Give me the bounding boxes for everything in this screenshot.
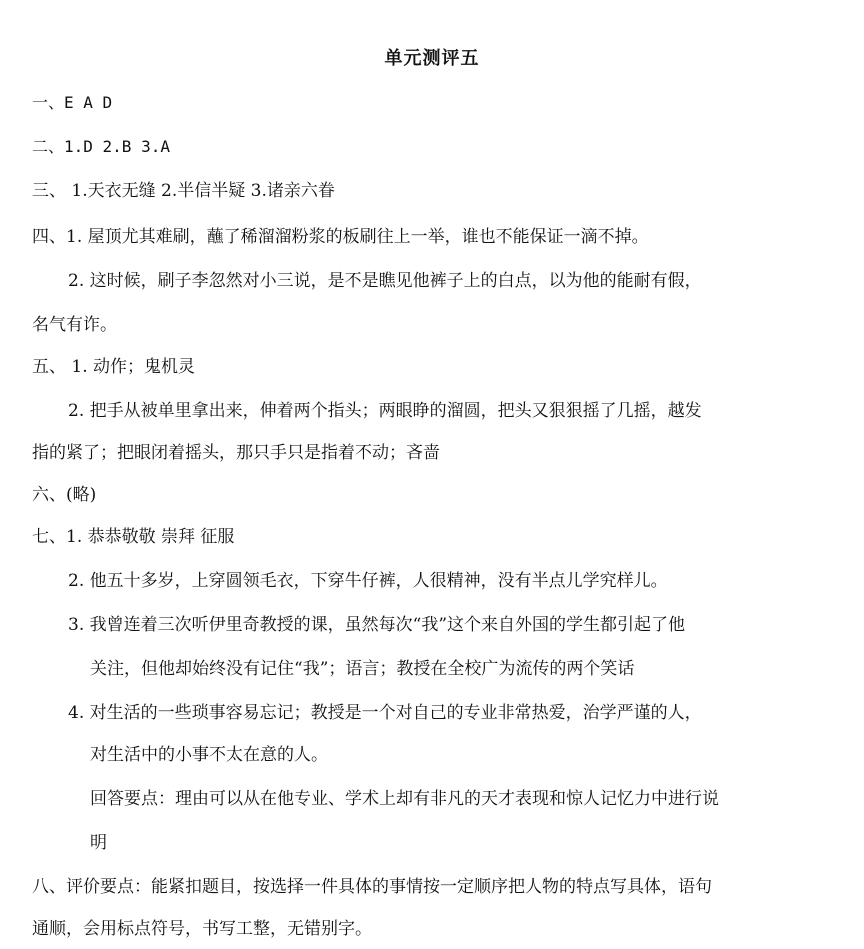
answer-section-2: 二、1.D 2.B 3.A	[32, 137, 170, 156]
answer-section-7-item-3: 3. 我曾连着三次听伊里奇教授的课，虽然每次“我”这个来自外国的学生都引起了他	[68, 615, 686, 635]
answer-section-7-item-4-cont: 对生活中的小事不太在意的人。	[90, 745, 328, 765]
answer-section-4-item-2: 2. 这时候，刷子李忽然对小三说，是不是瞧见他裤子上的白点，以为他的能耐有假，	[68, 271, 702, 291]
answer-section-5-item-1: 五、 1. 动作；鬼机灵	[32, 357, 196, 377]
answer-section-8-cont: 通顺，会用标点符号，书写工整，无错别字。	[32, 919, 372, 939]
answer-section-7-item-2: 2. 他五十多岁，上穿圆领毛衣，下穿牛仔裤，人很精神，没有半点儿学究样儿。	[68, 571, 668, 591]
answer-section-4-item-2-cont: 名气有诈。	[32, 315, 117, 335]
answer-section-4-item-1: 四、1. 屋顶尤其难刷，蘸了稀溜溜粉浆的板刷往上一举，谁也不能保证一滴不掉。	[32, 227, 649, 247]
answer-section-8: 八、评价要点：能紧扣题目，按选择一件具体的事情按一定顺序把人物的特点写具体，语句	[32, 877, 712, 897]
answer-section-5-item-2: 2. 把手从被单里拿出来，伸着两个指头；两眼睁的溜圆，把头又狠狠摇了几摇，越发	[68, 401, 702, 421]
answer-section-3: 三、 1.天衣无缝 2.半信半疑 3.诸亲六眷	[32, 181, 335, 201]
answer-section-7-key-points-cont: 明	[90, 833, 107, 853]
answer-section-6: 六、(略)	[32, 485, 97, 505]
answer-section-7-item-1: 七、1. 恭恭敬敬 崇拜 征服	[32, 527, 235, 547]
answer-section-7-item-4: 4. 对生活的一些琐事容易忘记；教授是一个对自己的专业非常热爱，治学严谨的人，	[68, 703, 702, 723]
answer-section-5-item-2-cont: 指的紧了；把眼闭着摇头，那只手只是指着不动；吝啬	[32, 443, 440, 463]
answer-section-7-item-3-cont: 关注，但他却始终没有记住“我”；语言；教授在全校广为流传的两个笑话	[90, 659, 635, 679]
answer-section-7-key-points: 回答要点：理由可以从在他专业、学术上却有非凡的天才表现和惊人记忆力中进行说	[90, 789, 719, 809]
answer-section-1: 一、E A D	[32, 93, 113, 112]
page-title: 单元测评五	[384, 48, 480, 69]
